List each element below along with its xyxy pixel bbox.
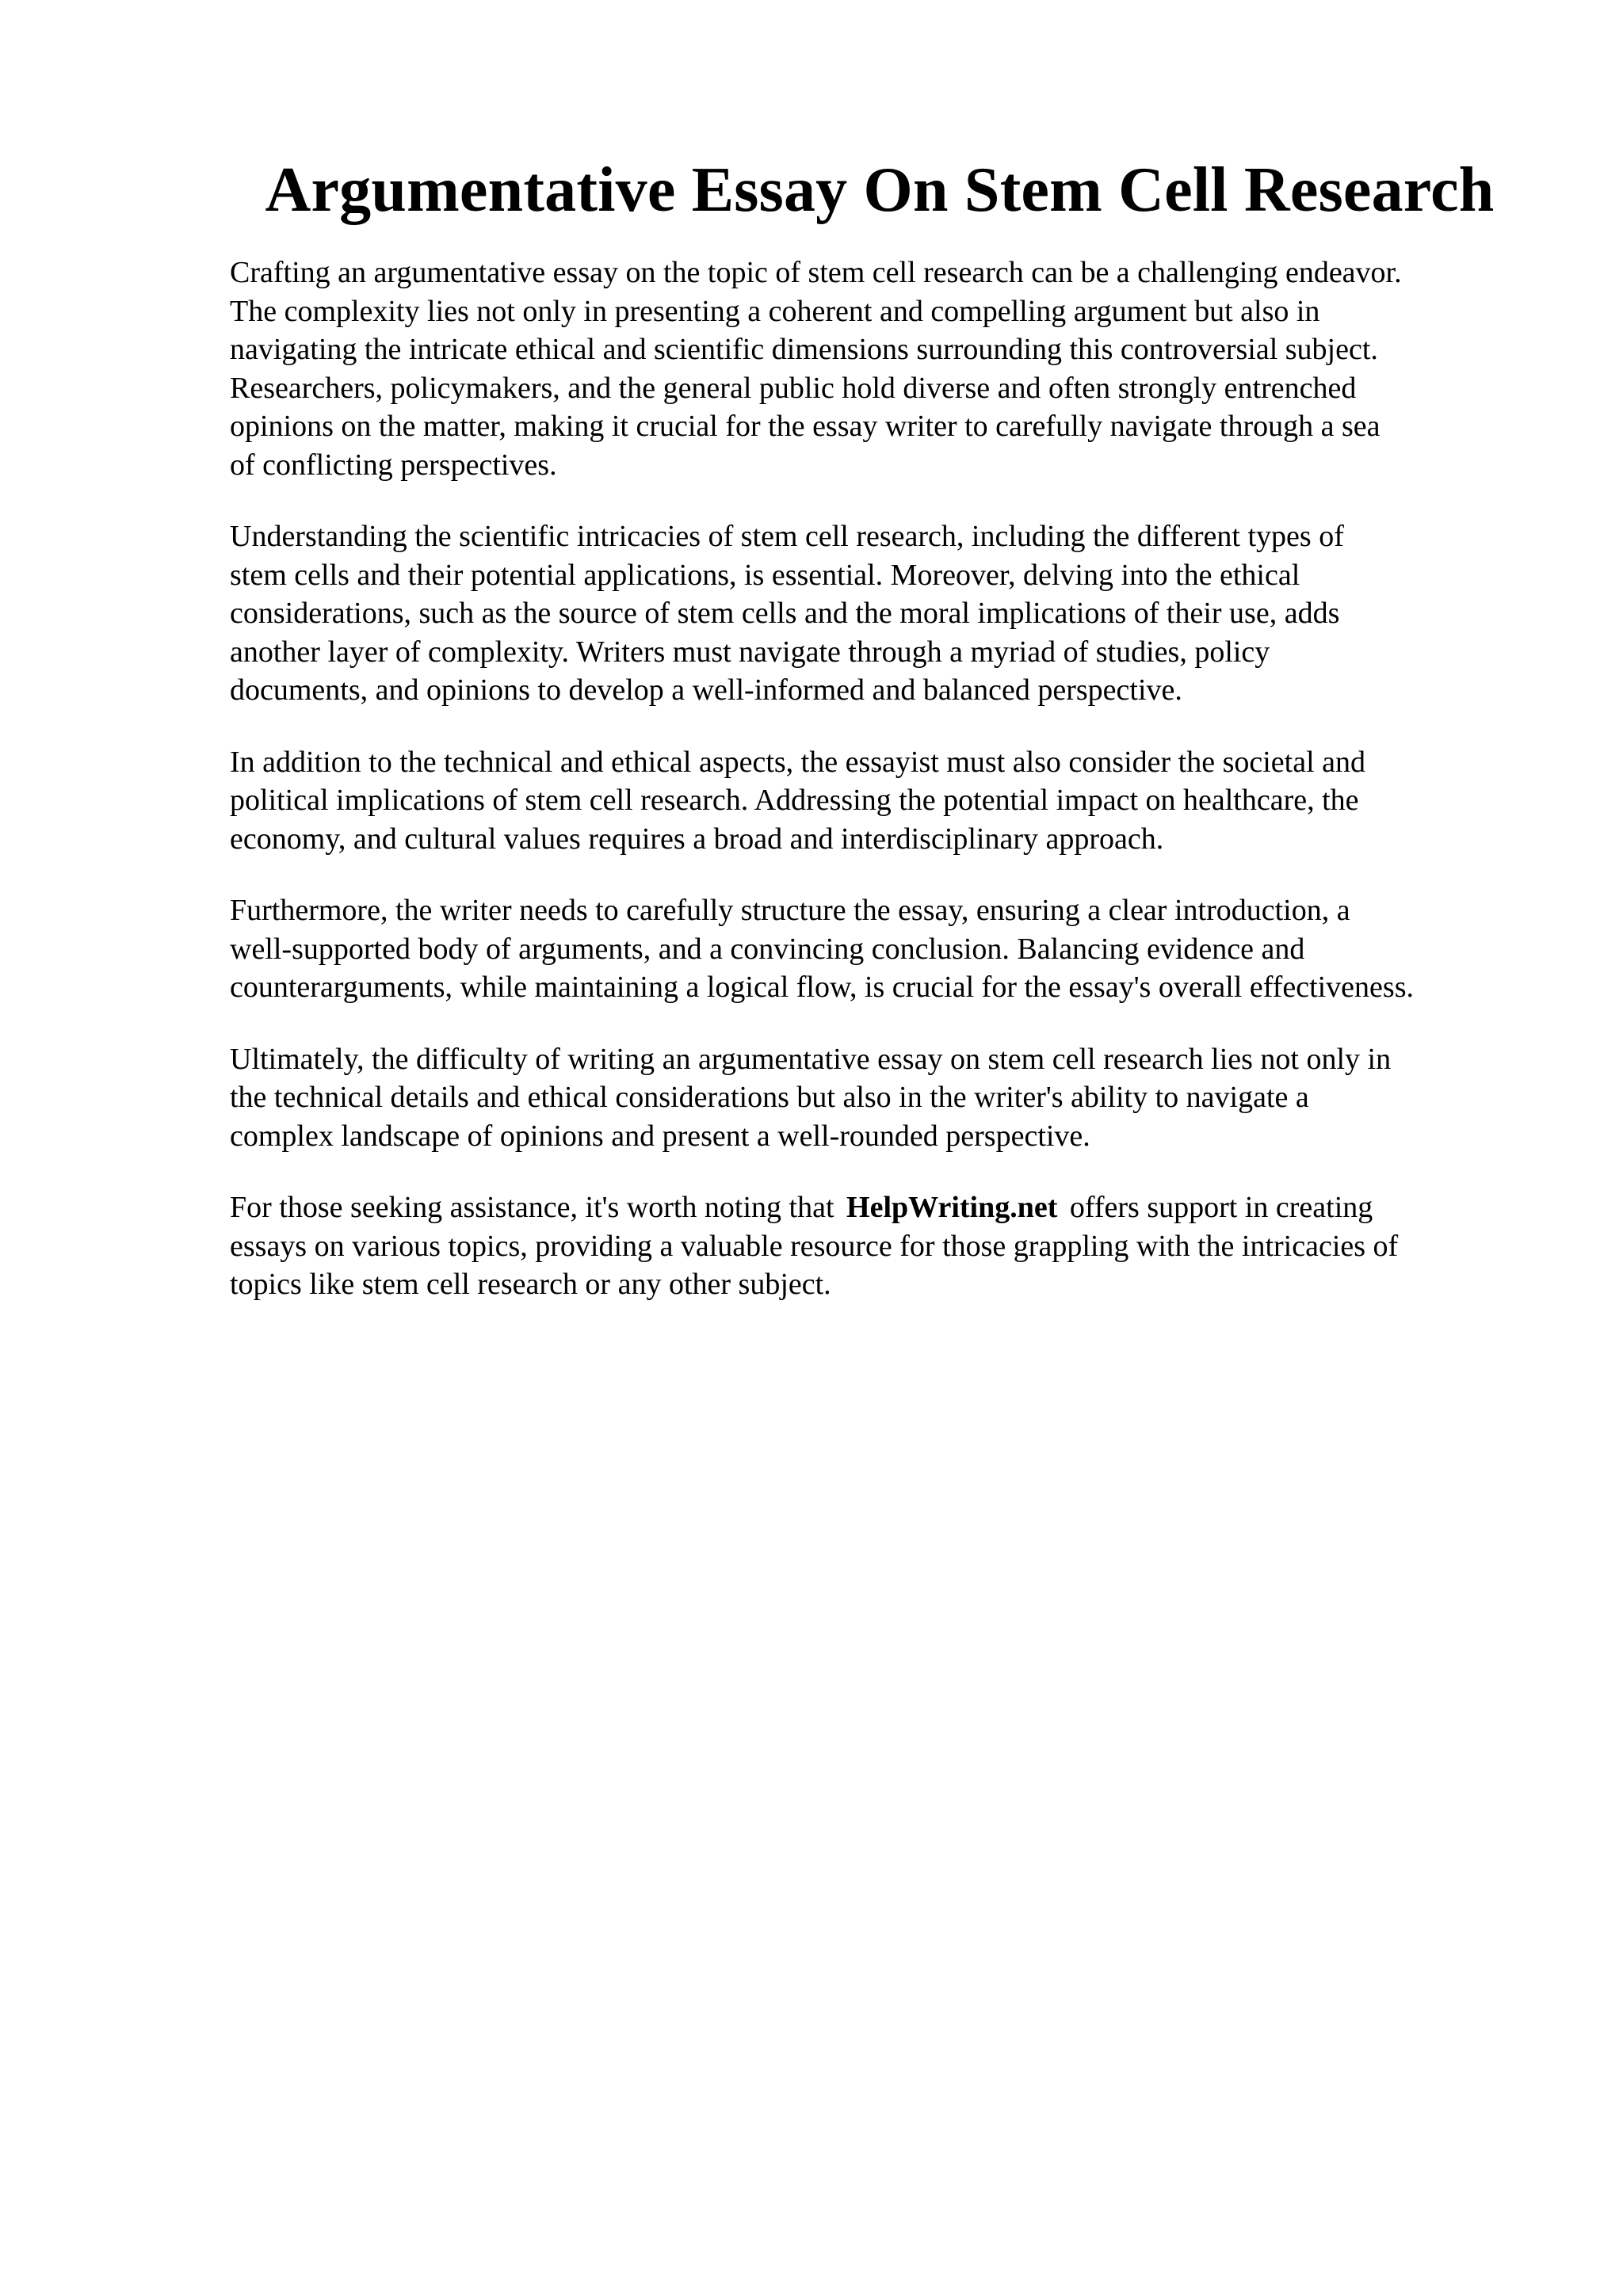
paragraph-line: another layer of complexity. Writers must navigate through a myriad of studies, policy [230, 635, 1270, 669]
paragraph-line: Researchers, policymakers, and the general public hold diverse and often strongly entrenched [230, 371, 1357, 405]
paragraph-line: essays on various topics, providing a valuable resource for those grappling with the intricacies of [230, 1229, 1399, 1263]
paragraph-line: considerations, such as the source of stem cells and the moral implications of their use, adds [230, 597, 1340, 630]
paragraph-line: the technical details and ethical considerations but also in the writer's ability to navigate a [230, 1081, 1309, 1114]
paragraph-line: economy, and cultural values requires a broad and interdisciplinary approach. [230, 822, 1164, 856]
paragraph-3 [230, 743, 1529, 859]
paragraph-line: of conflicting perspectives. [230, 448, 557, 482]
paragraph-line: Ultimately, the difficulty of writing an argumentative essay on stem cell research lies not only in [230, 1042, 1392, 1076]
paragraph-line: Crafting an argumentative essay on the topic of stem cell research can be a challenging endeavor. [230, 256, 1402, 289]
paragraph-line: well-supported body of arguments, and a convincing conclusion. Balancing evidence and [230, 932, 1305, 966]
paragraph-line: opinions on the matter, making it crucial for the essay writer to carefully navigate through a sea [230, 410, 1381, 443]
paragraph-line: topics like stem cell research or any other subject. [230, 1268, 831, 1301]
paragraph-line: The complexity lies not only in presenting a coherent and compelling argument but also in [230, 294, 1320, 328]
paragraph-line: In addition to the technical and ethical aspects, the essayist must also consider the societal and [230, 745, 1366, 779]
paragraph-5 [230, 1040, 1529, 1156]
paragraph-line: stem cells and their potential applications, is essential. Moreover, delving into the ethical [230, 558, 1300, 592]
paragraph-line: counterarguments, while maintaining a logical flow, is crucial for the essay's overall effectiveness. [230, 971, 1414, 1004]
closing-text-after: offers support in creating [1069, 1191, 1373, 1224]
paragraph-line: Understanding the scientific intricacies of stem cell research, including the different types of [230, 520, 1344, 553]
paragraph-line [230, 1188, 1529, 1227]
paragraph-line: complex landscape of opinions and present a well-rounded perspective. [230, 1119, 1090, 1153]
paragraph-4 [230, 891, 1529, 1007]
paragraph-line: documents, and opinions to develop a well-informed and balanced perspective. [230, 673, 1182, 707]
helpwriting-link[interactable]: HelpWriting.net [846, 1191, 1058, 1224]
paragraph-1 [230, 254, 1529, 484]
closing-text-before: For those seeking assistance, it's worth noting that [230, 1191, 834, 1224]
page-title: Argumentative Essay On Stem Cell Research [265, 155, 1495, 225]
paragraph-closing [230, 1188, 1529, 1304]
paragraph-line: political implications of stem cell research. Addressing the potential impact on healthcare, the [230, 784, 1359, 817]
essay-content [230, 151, 1529, 1304]
paragraph-2 [230, 517, 1529, 710]
paragraph-line: navigating the intricate ethical and scientific dimensions surrounding this controversial subject. [230, 333, 1378, 366]
paragraph-line: Furthermore, the writer needs to carefully structure the essay, ensuring a clear introduction, a [230, 894, 1350, 927]
